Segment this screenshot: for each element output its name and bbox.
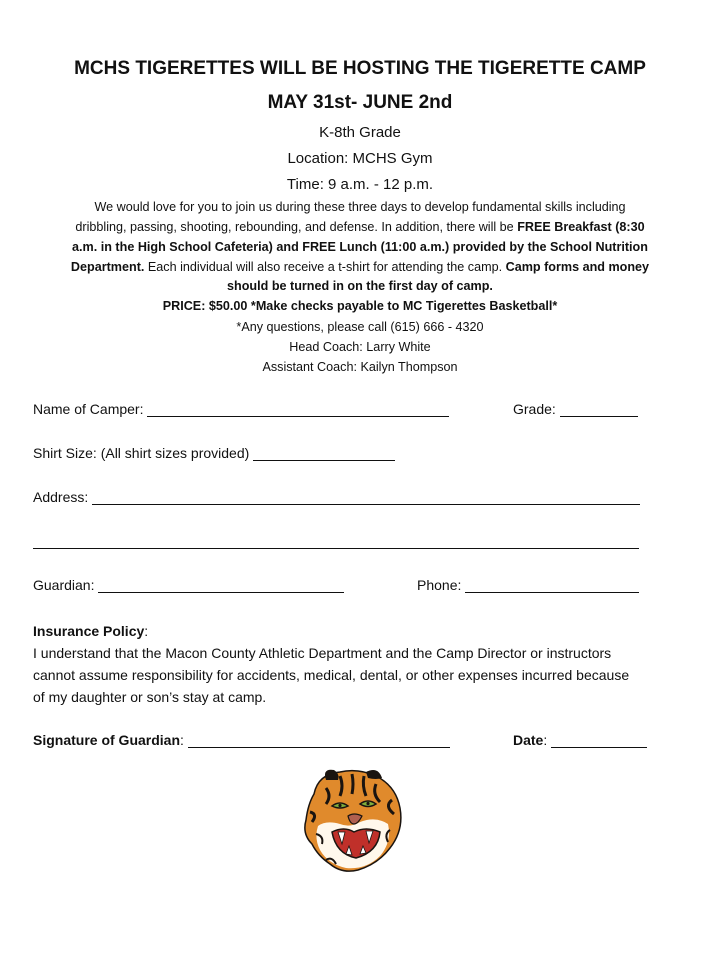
camper-name-label: Name of Camper: [33, 401, 144, 417]
grade-range: K-8th Grade [319, 124, 401, 141]
date-colon: : [543, 732, 548, 748]
date-label: Date [513, 732, 544, 748]
signature-colon: : [180, 732, 184, 748]
intro-line-2 [0, 220, 720, 234]
intro-line-1: We would love for you to join us during these three days to develop fundamental skills including [94, 200, 626, 214]
insurance-heading [33, 620, 148, 642]
date-field[interactable] [513, 731, 647, 748]
intro-line-2-text: dribbling, passing, shooting, rebounding, and defense. In addition, there will be [75, 220, 518, 234]
camp-time: Time: 9 a.m. - 12 p.m. [286, 176, 434, 193]
tshirt-text: Each individual will also receive a t-shirt for attending the camp. [144, 260, 506, 274]
grade-label: Grade: [513, 401, 556, 417]
signature-line[interactable] [188, 731, 450, 748]
camper-name-field[interactable] [33, 400, 449, 417]
phone-field[interactable] [417, 576, 639, 593]
address-field[interactable] [33, 488, 640, 505]
insurance-line-3: of my daughter or son’s stay at camp. [33, 689, 267, 705]
camp-dates: MAY 31st- JUNE 2nd [267, 92, 453, 113]
price-line: PRICE: $50.00 *Make checks payable to MC Tigerettes Basketball* [162, 299, 558, 313]
shirt-size-line[interactable] [253, 444, 395, 461]
questions-line: *Any questions, please call (615) 666 - 4320 [236, 320, 484, 334]
tiger-head-icon [296, 764, 408, 876]
shirt-size-field[interactable] [33, 444, 395, 461]
intro-line-4 [0, 260, 720, 274]
phone-label: Phone: [417, 577, 462, 593]
intro-line-5: should be turned in on the first day of camp. [227, 279, 493, 293]
insurance-heading-colon: : [144, 623, 149, 639]
insurance-line-1: I understand that the Macon County Athletic Department and the Camp Director or instructors [33, 645, 612, 661]
phone-line[interactable] [465, 576, 639, 593]
free-breakfast-text: FREE Breakfast (8:30 [517, 220, 645, 234]
date-line[interactable] [551, 731, 647, 748]
camp-location: Location: MCHS Gym [287, 150, 433, 167]
address-label: Address: [33, 489, 89, 505]
shirt-size-label: Shirt Size: (All shirt sizes provided) [33, 445, 250, 461]
guardian-field[interactable] [33, 576, 344, 593]
grade-line[interactable] [560, 400, 638, 417]
grade-field[interactable] [513, 400, 638, 417]
intro-line-3: a.m. in the High School Cafeteria) and FREE Lunch (11:00 a.m.) provided by the School Nutrition [72, 240, 648, 254]
page-title: MCHS TIGERETTES WILL BE HOSTING THE TIGERETTE CAMP [74, 58, 646, 79]
insurance-heading-text: Insurance Policy [33, 623, 145, 639]
camper-name-line[interactable] [147, 400, 449, 417]
camp-forms-text: Camp forms and money [505, 260, 650, 274]
head-coach: Head Coach: Larry White [289, 340, 431, 354]
address-line-1[interactable] [92, 488, 640, 505]
guardian-line[interactable] [98, 576, 344, 593]
insurance-line-2: cannot assume responsibility for accidents, medical, dental, or other expenses incurred because [33, 667, 630, 683]
department-text: Department. [70, 260, 145, 274]
guardian-label: Guardian: [33, 577, 95, 593]
signature-field[interactable] [33, 731, 450, 748]
assistant-coach: Assistant Coach: Kailyn Thompson [262, 360, 458, 374]
signature-label: Signature of Guardian [33, 732, 181, 748]
address-line-2[interactable] [33, 532, 639, 549]
